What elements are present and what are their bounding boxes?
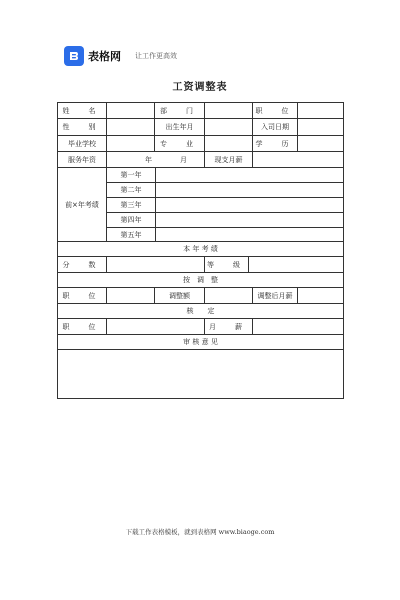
- label-approve-position: 职 位: [58, 319, 107, 334]
- row-approve-header: [58, 304, 343, 319]
- label-year-3: 第三年: [107, 198, 156, 212]
- field-grade[interactable]: [249, 257, 343, 272]
- row-service: [58, 152, 343, 168]
- label-adjusted-salary: 调整后月薪: [253, 288, 298, 303]
- salary-adjustment-form: [57, 102, 344, 399]
- field-adjust-amount[interactable]: [205, 288, 253, 303]
- label-gender: 性 别: [58, 119, 107, 135]
- row-review-header: [58, 335, 343, 350]
- field-year-1[interactable]: [156, 168, 343, 182]
- field-year-5[interactable]: [156, 228, 343, 241]
- field-approve-position[interactable]: [107, 319, 205, 334]
- month-unit: 月: [180, 155, 187, 164]
- field-year-2[interactable]: [156, 183, 343, 197]
- label-name: 姓 名: [58, 103, 107, 118]
- label-adjust-amount: 调整额: [155, 288, 205, 303]
- field-name[interactable]: [107, 103, 155, 118]
- label-year-1: 第一年: [107, 168, 156, 182]
- row-current-performance: [58, 242, 343, 257]
- row-adjust: [58, 288, 343, 304]
- year-row: [107, 198, 343, 213]
- year-row: [107, 183, 343, 198]
- field-gender[interactable]: [107, 119, 155, 135]
- field-adjust-position[interactable]: [107, 288, 155, 303]
- label-grade: 等 级: [205, 257, 249, 272]
- year-row: [107, 168, 343, 183]
- field-school[interactable]: [107, 136, 155, 151]
- review-header: 审 核 意 见: [183, 338, 218, 346]
- year-unit: 年: [145, 155, 152, 164]
- field-dept[interactable]: [205, 103, 253, 118]
- label-year-2: 第二年: [107, 183, 156, 197]
- label-position: 职 位: [253, 103, 298, 118]
- brand-name: 表格网: [88, 50, 121, 63]
- review-comments-area[interactable]: [58, 350, 343, 398]
- label-major: 专 业: [155, 136, 205, 151]
- field-current-salary[interactable]: [253, 152, 343, 167]
- row-adjust-header: [58, 273, 343, 288]
- row-gender: [58, 119, 343, 136]
- label-prior-performance: 前×年考绩: [58, 168, 107, 241]
- label-school: 毕业学校: [58, 136, 107, 151]
- field-join-date[interactable]: [298, 119, 343, 135]
- field-year-3[interactable]: [156, 198, 343, 212]
- adjust-header: 按 调 整: [183, 276, 218, 284]
- form-title: 工资调整表: [172, 82, 228, 93]
- field-adjusted-salary[interactable]: [298, 288, 343, 303]
- row-school: [58, 136, 343, 152]
- year-row: [107, 228, 343, 241]
- year-row: [107, 213, 343, 228]
- label-current-salary: 现支月薪: [205, 152, 253, 167]
- brand-slogan: 让工作更高效: [135, 52, 177, 60]
- label-dept: 部 门: [155, 103, 205, 118]
- label-service-years: 服务年资: [58, 152, 107, 167]
- field-education[interactable]: [298, 136, 343, 151]
- label-year-5: 第五年: [107, 228, 156, 241]
- field-score[interactable]: [107, 257, 205, 272]
- label-score: 分 数: [58, 257, 107, 272]
- label-education: 学 历: [253, 136, 298, 151]
- field-service-years[interactable]: [107, 152, 205, 167]
- row-score: [58, 257, 343, 273]
- row-name: [58, 103, 343, 119]
- prior-performance-block: [58, 168, 343, 242]
- label-adjust-position: 职 位: [58, 288, 107, 303]
- year-list: [107, 168, 343, 241]
- field-year-4[interactable]: [156, 213, 343, 227]
- row-approve: [58, 319, 343, 335]
- brand: [64, 44, 177, 68]
- approve-header: 核 定: [186, 307, 215, 315]
- footer-text: 下载工作表格模板，就到表格网 www.biaoge.com: [125, 528, 275, 536]
- field-approve-salary[interactable]: [253, 319, 343, 334]
- label-join-date: 入司日期: [253, 119, 298, 135]
- current-performance-header: 本 年 考 绩: [183, 245, 218, 253]
- label-approve-salary: 月 薪: [205, 319, 253, 334]
- label-year-4: 第四年: [107, 213, 156, 227]
- label-birth: 出生年月: [155, 119, 205, 135]
- field-birth[interactable]: [205, 119, 253, 135]
- brand-logo-icon: [64, 46, 84, 66]
- field-position[interactable]: [298, 103, 343, 118]
- field-major[interactable]: [205, 136, 253, 151]
